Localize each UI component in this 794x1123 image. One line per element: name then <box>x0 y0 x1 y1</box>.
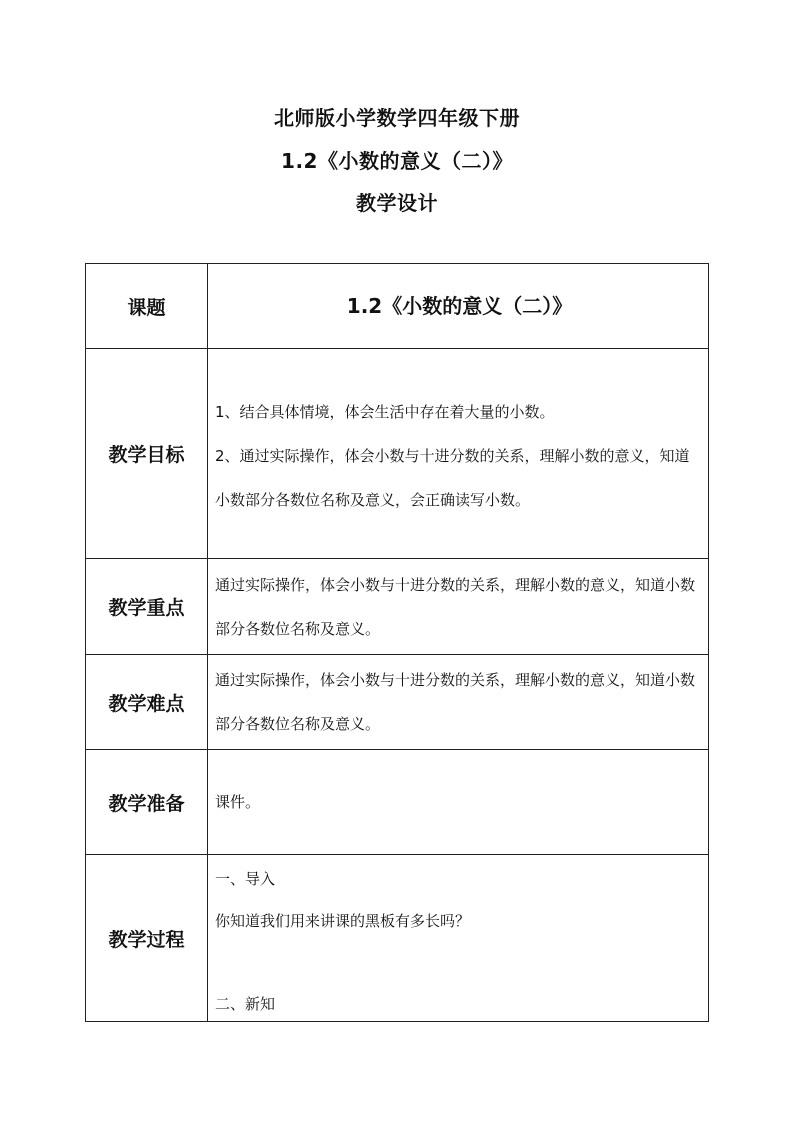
preparation-value: 课件。 <box>208 750 709 855</box>
preparation-label: 教学准备 <box>86 750 208 855</box>
key-points-value: 通过实际操作，体会小数与十进分数的关系，理解小数的意义，知道小数部分各数位名称及意义。 <box>208 559 709 655</box>
document-title: 北师版小学数学四年级下册 <box>274 106 520 130</box>
goal-item: 2、通过实际操作，体会小数与十进分数的关系，理解小数的意义，知道小数部分各数位名称及意义，会正确读写小数。 <box>215 446 690 509</box>
table-row-preparation <box>86 750 709 855</box>
key-points-label: 教学重点 <box>86 559 208 655</box>
difficulties-value: 通过实际操作，体会小数与十进分数的关系，理解小数的意义，知道小数部分各数位名称及意义。 <box>208 655 709 750</box>
process-line: 你知道我们用来讲课的黑板有多长吗？ <box>215 912 471 930</box>
table-row-difficulties <box>86 655 709 750</box>
lesson-plan-table <box>85 263 709 1022</box>
document-subtitle: 教学设计 <box>356 191 438 215</box>
lesson-title: 1.2《小数的意义（二）》 <box>281 149 513 173</box>
table-row-goals <box>86 349 709 559</box>
difficulties-label: 教学难点 <box>86 655 208 750</box>
goal-item: 1、结合具体情境，体会生活中存在着大量的小数。 <box>215 402 555 421</box>
topic-label: 课题 <box>86 264 208 349</box>
process-line: 一、导入 <box>215 870 276 888</box>
table-row-process <box>86 855 709 1022</box>
table-row-key-points <box>86 559 709 655</box>
topic-value: 1.2《小数的意义（二）》 <box>208 264 709 349</box>
process-label: 教学过程 <box>86 855 208 1022</box>
goals-label: 教学目标 <box>86 349 208 559</box>
process-line: 二、新知 <box>215 995 276 1013</box>
process-content <box>208 855 709 1022</box>
table-row-topic <box>86 264 709 349</box>
goals-content <box>208 349 709 559</box>
